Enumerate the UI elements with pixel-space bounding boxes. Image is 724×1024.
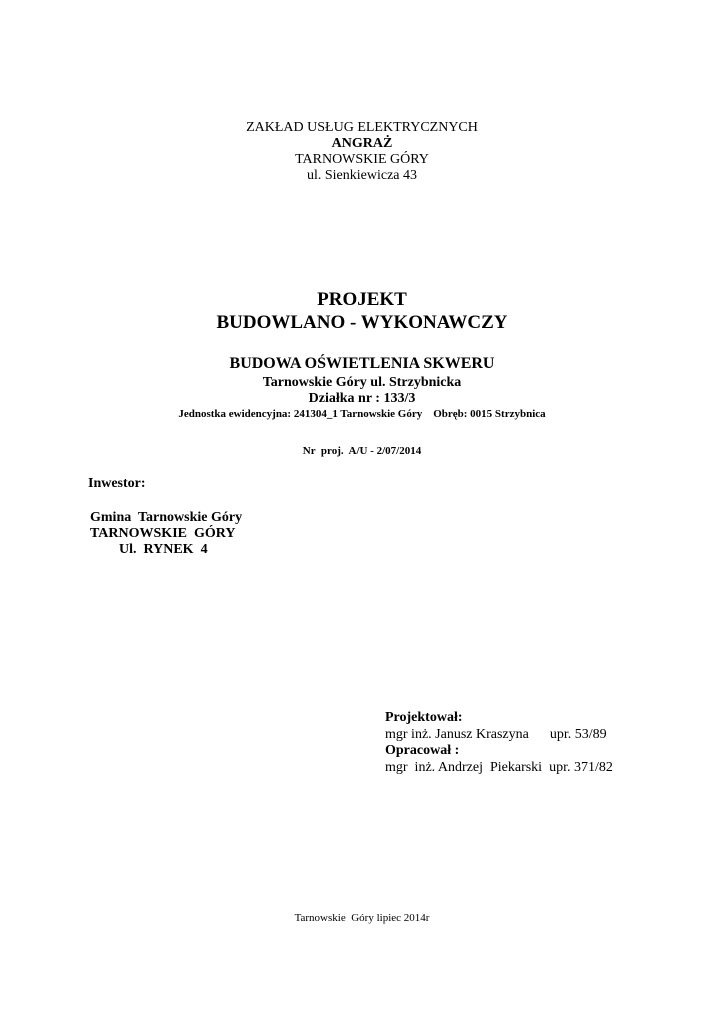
project-number: Nr proj. A/U - 2/07/2014 (302, 445, 422, 457)
investor-address: Ul. RYNEK 4 (119, 542, 208, 557)
prepared-by-label: Opracował : (385, 743, 460, 758)
plot-number: Działka nr : 133/3 (308, 391, 416, 406)
investor-city: TARNOWSKIE GÓRY (90, 526, 236, 541)
document-title-line-2: BUDOWLANO - WYKONAWCZY (216, 312, 508, 333)
project-subject: BUDOWA OŚWIETLENIA SKWERU (229, 355, 495, 372)
company-name: ANGRAŻ (331, 136, 393, 151)
company-address: ul. Sienkiewicza 43 (306, 168, 418, 183)
place-date: Tarnowskie Góry lipiec 2014r (294, 912, 430, 924)
designed-by-label: Projektował: (385, 710, 463, 725)
company-line-1: ZAKŁAD USŁUG ELEKTRYCZNYCH (246, 120, 478, 135)
prepared-by: mgr inż. Andrzej Piekarski upr. 371/82 (385, 760, 613, 775)
registry-unit: Jednostka ewidencyjna: 241304_1 Tarnowskie Góry Obręb: 0015 Strzybnica (178, 408, 546, 420)
investor-name: Gmina Tarnowskie Góry (90, 510, 243, 525)
investor-label: Inwestor: (88, 476, 146, 491)
designed-by: mgr inż. Janusz Kraszyna upr. 53/89 (385, 727, 607, 742)
document-title-line-1: PROJEKT (317, 289, 407, 310)
company-city: TARNOWSKIE GÓRY (295, 152, 429, 167)
project-location: Tarnowskie Góry ul. Strzybnicka (262, 375, 462, 390)
